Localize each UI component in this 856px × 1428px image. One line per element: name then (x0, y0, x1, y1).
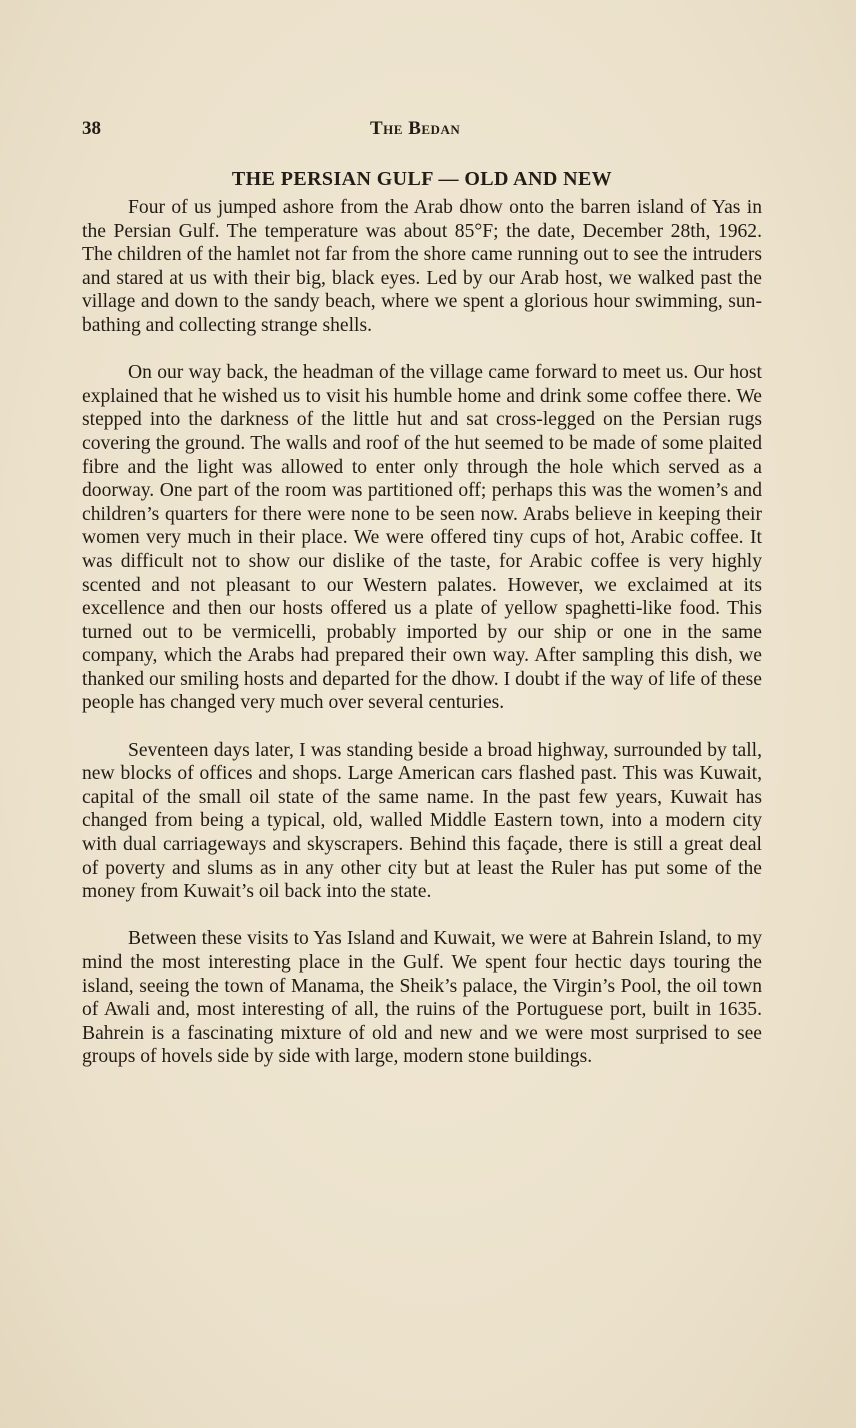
paragraph-headman-visit: On our way back, the headman of the village came forward to meet us. Our host explained that he wished us to visit his humble home and drink some coffee there. We stepped into the darkness of the little hut and sat cross-legged on the Persian rugs covering the ground. The walls and roof of the hut seemed to be made of some plaited fibre and the light was allowed to enter only through the hole which served as a doorway. One part of the room was partitioned off; perhaps this was the women’s and children’s quarters for there were none to be seen now. Arabs believe in keeping their women very much in their place. We were offered tiny cups of hot, Arabic coffee. It was difficult not to show our dislike of the taste, for Arabic coffee is very highly scented and not pleasant to our Western palates. However, we exclaimed at its excellence and then our hosts offered us a plate of yellow spaghetti-like food. This turned out to be vermicelli, probably imported by our ship or one in the same company, which the Arabs had prepared their own way. After sampling this dish, we thanked our smiling hosts and departed for the dhow. I doubt if the way of life of these people has changed very much over several centuries. (82, 362, 762, 714)
paragraph-bahrein: Between these visits to Yas Island and Kuwait, we were at Bahrein Island, to my mind the most interesting place in the Gulf. We spent four hectic days touring the island, seeing the town of Manama, the Sheik’s palace, the Virgin’s Pool, the oil town of Awali and, most interesting of all, the ruins of the Portuguese port, built in 1635. Bahrein is a fascinating mixture of old and new and we were most surprised to see groups of hovels side by side with large, modern stone buildings. (82, 928, 762, 1068)
article-title: THE PERSIAN GULF — OLD AND NEW (231, 168, 613, 190)
article-body (82, 196, 762, 1093)
paragraph-yas-island: Four of us jumped ashore from the Arab dhow onto the barren island of Yas in the Persian Gulf. The temperature was about 85°F; the date, December 28th, 1962. The children of the hamlet not far from the shore came running out to see the intruders and stared at us with their big, black eyes. Led by our Arab host, we walked past the village and down to the sandy beach, where we spent a glorious hour swimming, sun-bathing and collecting strange shells. (82, 197, 762, 336)
page-header (82, 118, 762, 148)
running-title: The Bedan (370, 118, 461, 139)
paragraph-kuwait: Seventeen days later, I was standing beside a broad highway, surrounded by tall, new blocks of offices and shops. Large American cars flashed past. This was Kuwait, capital of the small oil state of the same name. In the past few years, Kuwait has changed from being a typical, old, walled Middle Eastern town, into a modern city with dual carriageways and skyscrapers. Behind this façade, there is still a great deal of poverty and slums as in any other city but at least the Ruler has put some of the money from Kuwait’s oil back into the state. (82, 739, 762, 903)
page-number: 38 (82, 118, 101, 139)
